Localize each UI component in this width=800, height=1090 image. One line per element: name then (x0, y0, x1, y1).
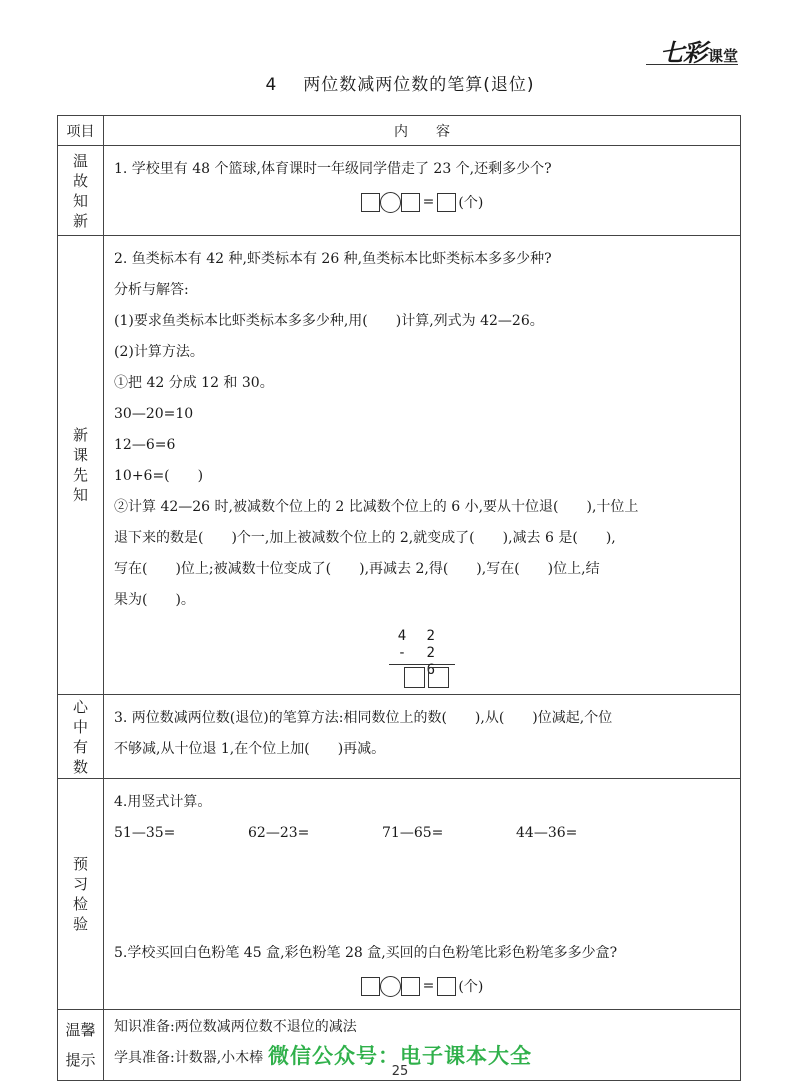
equals-sign: = (422, 978, 435, 994)
section-content-mind (104, 695, 741, 779)
label-text: 温馨 (65, 1021, 96, 1039)
answer-box[interactable] (437, 977, 456, 996)
step-2b-line-4: 果为( )。 (114, 592, 195, 608)
label-char: 新 (72, 426, 88, 444)
question-2: 2. 鱼类标本有 42 种,虾类标本有 26 种,鱼类标本比虾类标本多多少种? (114, 251, 552, 267)
question-5: 5.学校买回白色粉笔 45 盒,彩色粉笔 28 盒,买回的白色粉笔比彩色粉笔多多少盒? (114, 945, 618, 961)
section-label-check (58, 779, 104, 1010)
work-space[interactable] (114, 849, 730, 938)
step-2a: ①把 42 分成 12 和 30。 (114, 375, 274, 391)
equals-sign: = (422, 194, 435, 210)
knowledge-prep: 知识准备:两位数减两位数不退位的减法 (114, 1019, 357, 1035)
unit-label: (个) (458, 195, 484, 211)
vertical-subtrahend: - 2 6 (397, 645, 441, 678)
worksheet-table (57, 115, 741, 1081)
question-4: 4.用竖式计算。 (114, 794, 212, 810)
answer-box[interactable] (361, 193, 380, 212)
brand-logo-mark: 七彩 (659, 39, 706, 67)
vertical-minuend: 4 2 (397, 628, 441, 644)
tools-prep: 学具准备:计数器,小木棒 (114, 1050, 264, 1066)
vertical-subtraction (389, 628, 455, 688)
section-content-check (104, 779, 741, 1010)
section-label-mind (58, 695, 104, 779)
answer-equation-5 (114, 969, 730, 1003)
vertical-calc-problems (114, 818, 730, 849)
calc-problem: 62—23= (248, 825, 310, 841)
calc-problem: 44—36= (516, 825, 578, 841)
label-char: 知 (72, 486, 88, 504)
step-2: (2)计算方法。 (114, 344, 204, 360)
question-1: 1. 学校里有 48 个篮球,体育课时一年级同学借走了 23 个,还剩多少个? (114, 161, 552, 177)
label-char: 先 (72, 466, 88, 484)
question-3-line-2: 不够减,从十位退 1,在个位上加( )再减。 (114, 741, 386, 757)
analysis-heading: 分析与解答: (114, 282, 189, 298)
label-char: 中 (72, 717, 88, 736)
label-char: 心 (72, 697, 88, 716)
label-char: 检 (72, 895, 88, 913)
header-content: 内 容 (104, 116, 741, 146)
label-char: 新 (72, 211, 88, 230)
answer-box[interactable] (401, 193, 420, 212)
section-mind (58, 695, 741, 779)
answer-equation-1 (114, 185, 730, 219)
calc-problem: 71—65= (382, 825, 444, 841)
step-2b-line-3: 写在( )位上;被减数十位变成了( ),再减去 2,得( ),写在( )位上,结 (114, 561, 600, 577)
section-content-new (104, 236, 741, 695)
page-title (0, 70, 800, 95)
calc-line-1: 30—20=10 (114, 406, 194, 422)
vertical-bar (389, 664, 455, 665)
step-1: (1)要求鱼类标本比虾类标本多多少种,用( )计算,列式为 42—26。 (114, 313, 544, 329)
vertical-answer-boxes (389, 667, 455, 688)
lesson-title: 两位数减两位数的笔算(退位) (303, 75, 535, 95)
section-review (58, 146, 741, 236)
answer-box[interactable] (361, 977, 380, 996)
calc-line-2: 12—6=6 (114, 437, 176, 453)
label-char: 习 (72, 875, 88, 893)
label-char: 数 (72, 757, 88, 776)
answer-box-ones[interactable] (428, 667, 449, 688)
label-char: 课 (72, 446, 88, 464)
label-char: 有 (72, 737, 88, 756)
brand-logo-text: 课堂 (707, 47, 738, 65)
page-number: 25 (391, 1064, 409, 1079)
lesson-number: 4 (265, 75, 278, 95)
answer-box-tens[interactable] (404, 667, 425, 688)
label-char: 故 (72, 171, 88, 190)
brand-underline (646, 64, 738, 65)
wechat-watermark: 微信公众号：电子课本大全 (268, 1044, 532, 1068)
answer-box[interactable] (437, 193, 456, 212)
operator-circle[interactable] (380, 976, 401, 997)
label-char: 知 (72, 191, 88, 210)
answer-box[interactable] (401, 977, 420, 996)
header-item: 项目 (58, 116, 104, 146)
calc-line-3: 10+6=( ) (114, 468, 204, 484)
unit-label: (个) (458, 979, 484, 995)
calc-problem: 51—35= (114, 825, 176, 841)
section-check (58, 779, 741, 1010)
section-content-review (104, 146, 741, 236)
header-row (58, 116, 741, 146)
step-2b-line-1: ②计算 42—26 时,被减数个位上的 2 比减数个位上的 6 小,要从十位退( ),十位上 (114, 499, 639, 515)
section-label-review (58, 146, 104, 236)
label-char: 温 (72, 151, 88, 170)
label-char: 预 (72, 855, 88, 873)
section-label-new (58, 236, 104, 695)
question-3-line-1: 3. 两位数减两位数(退位)的笔算方法:相同数位上的数( ),从( )位减起,个位 (114, 710, 613, 726)
step-2b-line-2: 退下来的数是( )个一,加上被减数个位上的 2,就变成了( ),减去 6 是( ), (114, 530, 616, 546)
section-new (58, 236, 741, 695)
label-char: 验 (72, 915, 88, 933)
operator-circle[interactable] (380, 192, 401, 213)
label-text: 提示 (65, 1051, 96, 1069)
